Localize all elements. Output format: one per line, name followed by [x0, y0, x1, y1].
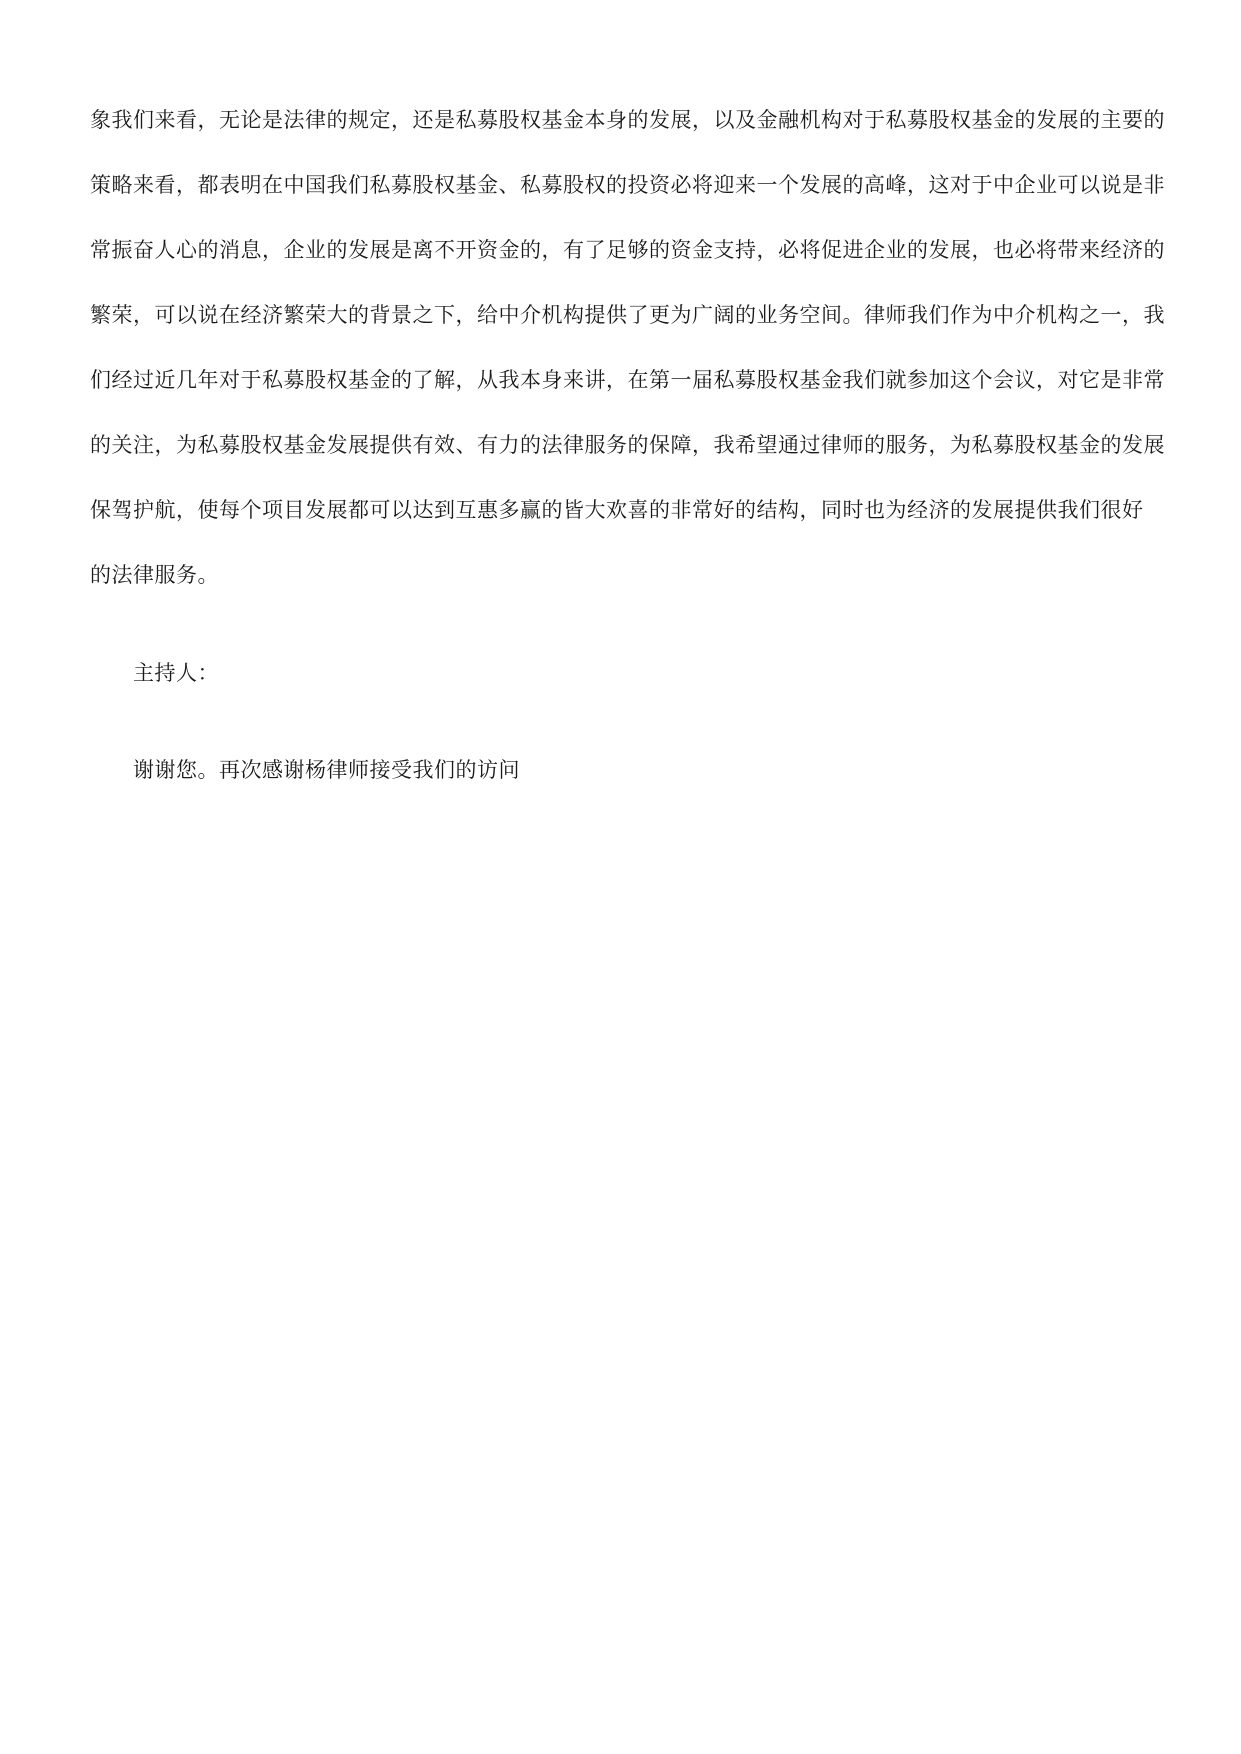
closing-line: 谢谢您。再次感谢杨律师接受我们的访问: [133, 758, 520, 782]
body-text-line: 们经过近几年对于私募股权基金的了解，从我本身来讲，在第一届私募股权基金我们就参加这个会议，对它是非常: [90, 368, 1165, 392]
body-text-line: 的关注，为私募股权基金发展提供有效、有力的法律服务的保障，我希望通过律师的服务，为私募股权基金的发展: [90, 433, 1165, 457]
body-text-line: 象我们来看，无论是法律的规定，还是私募股权基金本身的发展，以及金融机构对于私募股权基金的发展的主要的: [90, 108, 1165, 132]
body-text-line: 保驾护航，使每个项目发展都可以达到互惠多赢的皆大欢喜的非常好的结构，同时也为经济的发展提供我们很好: [90, 498, 1144, 522]
body-text-line: 繁荣，可以说在经济繁荣大的背景之下，给中介机构提供了更为广阔的业务空间。律师我们作为中介机构之一，我: [90, 303, 1165, 327]
body-text-line: 策略来看，都表明在中国我们私募股权基金、私募股权的投资必将迎来一个发展的高峰，这对于中企业可以说是非: [90, 173, 1165, 197]
body-text-line: 常振奋人心的消息，企业的发展是离不开资金的，有了足够的资金支持，必将促进企业的发展，也必将带来经济的: [90, 238, 1165, 262]
host-label: 主持人：: [133, 661, 219, 685]
body-text-line: 的法律服务。: [90, 563, 219, 587]
